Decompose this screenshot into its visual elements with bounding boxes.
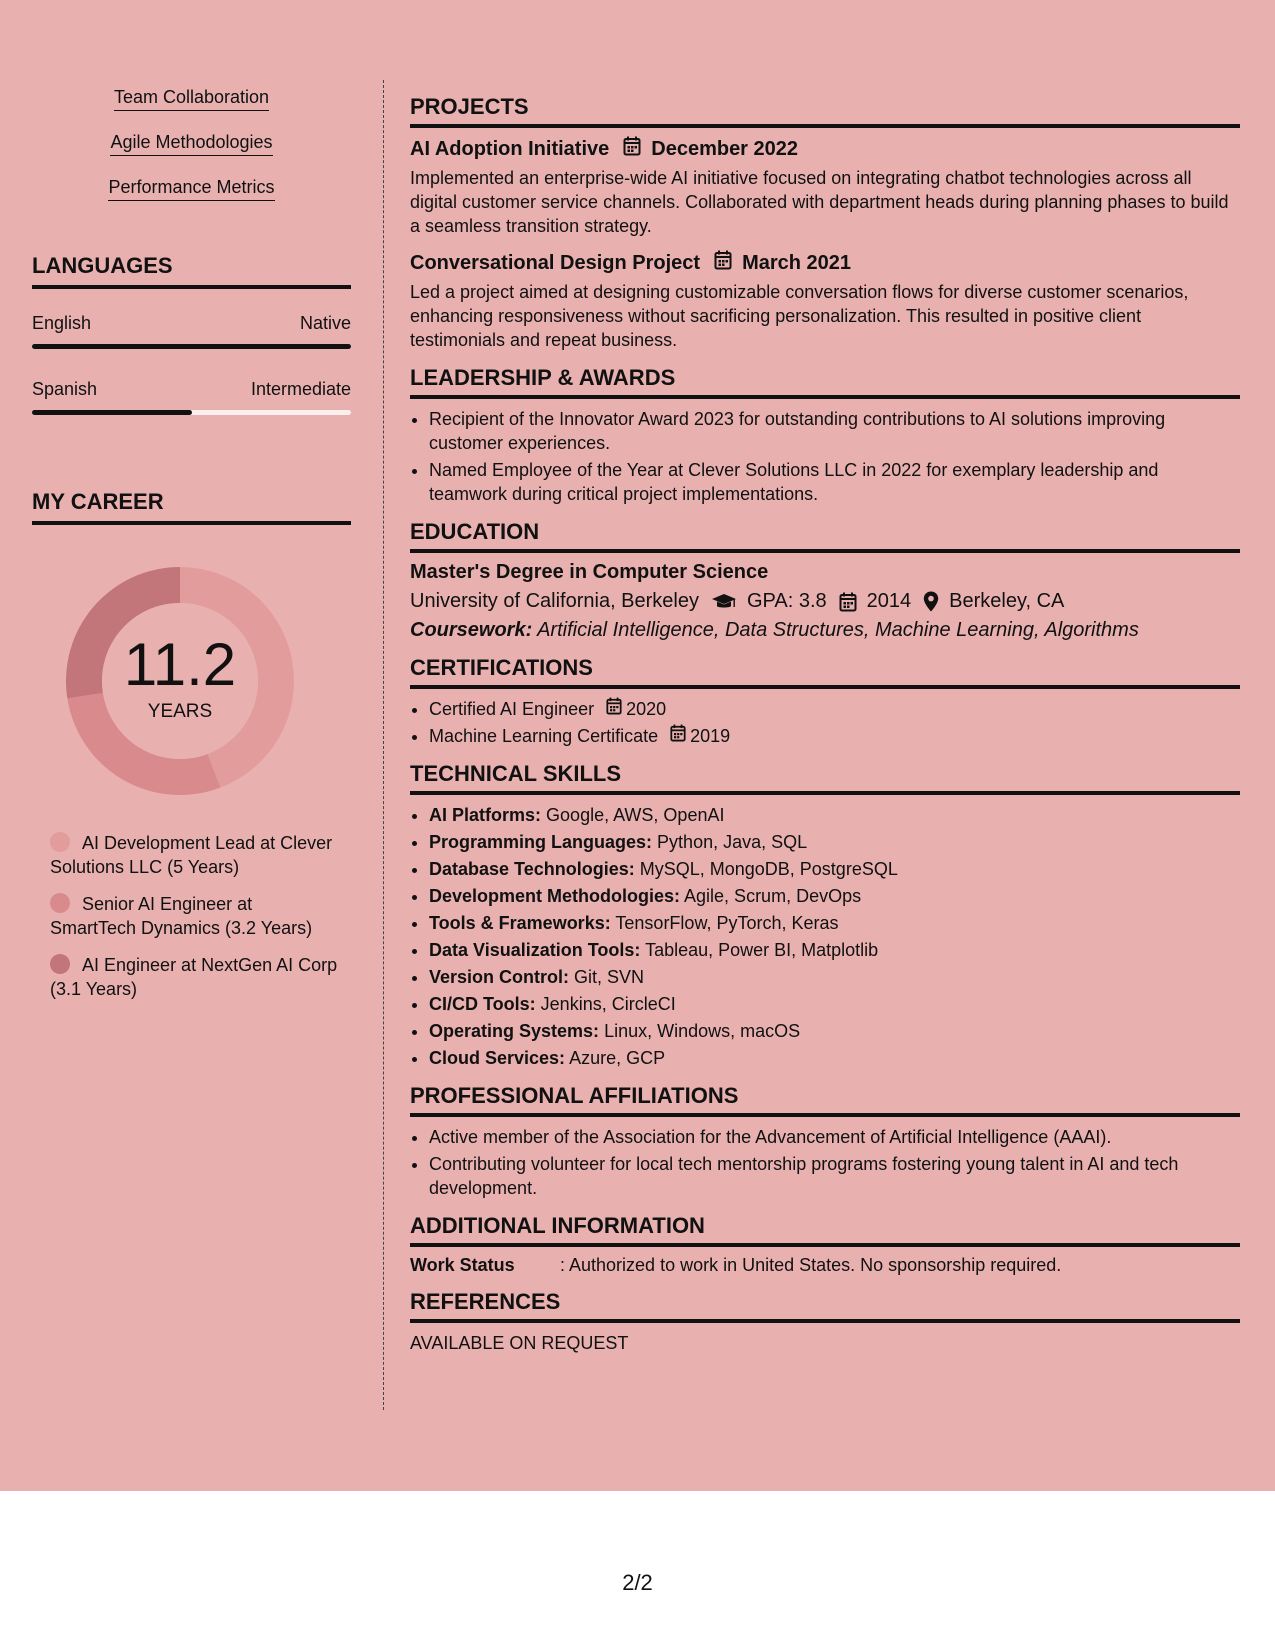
project-title-row [410,136,1240,162]
awards-section [410,365,1240,506]
language-level: Intermediate [250,379,351,399]
career-legend-text: AI Engineer at NextGen AI Corp (3.1 Years) [50,955,338,999]
project-title: AI Adoption Initiative [410,137,610,160]
sidebar [32,84,351,1014]
certification-item [429,724,1240,748]
technical-skill-item [429,803,1240,827]
language-proficiency-fill [32,410,192,415]
skill-category: Operating Systems: [429,1021,600,1041]
legend-dot-icon [50,893,70,913]
projects-heading: PROJECTS [410,94,1240,128]
language-item [32,313,351,349]
education-location: Berkeley, CA [949,590,1065,612]
language-item [32,379,351,415]
skill-category: Programming Languages: [429,832,653,852]
main-content [410,94,1240,1367]
language-name: English [32,313,92,333]
certification-year: 2019 [690,726,731,746]
skill-values: Tableau, Power BI, Matplotlib [645,940,879,960]
skill-values: Azure, GCP [569,1048,666,1068]
affiliation-item: • Active member of the Association for the Advancement of Artificial Intelligence (AAAI). [429,1125,1240,1149]
affiliations-section [410,1083,1240,1200]
references-heading: REFERENCES [410,1289,1240,1323]
career-legend-text: Senior AI Engineer at SmartTech Dynamics (3.2 Years) [50,894,313,938]
certifications-section [410,655,1240,748]
career-legend-item [50,892,340,940]
technical-skill-item [429,857,1240,881]
references-text: AVAILABLE ON REQUEST [410,1333,629,1353]
career-years-unit: YEARS [147,701,213,722]
certification-name: • Machine Learning Certificate [429,726,659,746]
additional-info-section [410,1213,1240,1276]
coursework-list: Artificial Intelligence, Data Structures, Machine Learning, Algorithms [537,619,1139,641]
project-description: Led a project aimed at designing customizable conversation flows for diverse customer scenarios, enhancing responsiveness without sacrificing personalization. This resulted in positive client testimonials and repeat business. [410,282,1189,350]
education-degree: Master's Degree in Computer Science [410,561,769,583]
references-section [410,1289,1240,1354]
project-description: Implemented an enterprise-wide AI initiative focused on integrating chatbot technologies across all digital customer service channels. Collaborated with department heads during planning phases to build a seamless transition strategy. [410,168,1229,236]
technical-skill-item [429,911,1240,935]
certification-item [429,697,1240,721]
technical-skills-heading: TECHNICAL SKILLS [410,761,1240,795]
technical-skill-item [429,965,1240,989]
project-title: Conversational Design Project [410,251,701,274]
skill-values: Jenkins, CircleCI [540,994,676,1014]
career-donut-chart [66,567,294,795]
career-legend [50,831,351,1001]
skill-values: Python, Java, SQL [657,832,808,852]
language-proficiency-fill [32,344,351,349]
technical-skills-list [410,803,1240,1070]
career-total-years: 11.2 [123,631,237,698]
technical-skill-item [429,1046,1240,1070]
skill-values: TensorFlow, PyTorch, Keras [615,913,839,933]
work-status-row [410,1255,1240,1276]
skill-category: Database Technologies: [429,859,635,879]
skill-values: Google, AWS, OpenAI [546,805,725,825]
project-date: December 2022 [651,137,799,160]
skill-tag: Team Collaboration [114,87,269,111]
affiliations-heading: PROFESSIONAL AFFILIATIONS [410,1083,1240,1117]
technical-skill-item [429,938,1240,962]
location-pin-icon [923,591,939,612]
affiliation-item: • Contributing volunteer for local tech mentorship programs fostering young talent in AI and tech development. [429,1152,1240,1200]
education-section [410,519,1240,642]
skill-category: CI/CD Tools: [429,994,536,1014]
certification-year: 2020 [626,699,667,719]
additional-info-heading: ADDITIONAL INFORMATION [410,1213,1240,1247]
certifications-heading: CERTIFICATIONS [410,655,1240,689]
education-school: University of California, Berkeley [410,590,699,612]
technical-skills-section [410,761,1240,1070]
skill-values: Agile, Scrum, DevOps [684,886,862,906]
skill-category: AI Platforms: [429,805,542,825]
education-year: 2014 [866,590,912,612]
graduation-cap-icon [711,593,737,611]
career-legend-item [50,953,340,1001]
work-status-label: Work Status [410,1255,515,1275]
award-item: • Recipient of the Innovator Award 2023 for outstanding contributions to AI solutions improving customer experiences. [429,407,1240,455]
career-heading: MY CAREER [32,489,351,525]
language-proficiency-bar [32,344,351,349]
career-legend-text: AI Development Lead at Clever Solutions LLC (5 Years) [50,833,333,877]
project-title-row [410,250,1240,276]
awards-heading: LEADERSHIP & AWARDS [410,365,1240,399]
career-legend-item [50,831,340,879]
education-heading: EDUCATION [410,519,1240,553]
work-status-value: : Authorized to work in United States. No sponsorship required. [560,1255,1062,1275]
skill-tag: Agile Methodologies [110,132,272,156]
language-name: Spanish [32,379,98,399]
calendar-icon [623,136,641,162]
calendar-icon [670,724,686,748]
project-date: March 2021 [742,251,852,274]
skill-values: Git, SVN [574,967,645,987]
education-details [410,590,1240,613]
technical-skill-item [429,830,1240,854]
skill-category: Tools & Frameworks: [429,913,611,933]
calendar-icon [839,592,857,612]
page-number: 2/2 [622,1570,653,1595]
skill-tags [32,84,351,219]
calendar-icon [714,250,732,276]
legend-dot-icon [50,954,70,974]
projects-section [410,94,1240,352]
education-gpa: GPA: 3.8 [747,590,827,612]
skill-category: Data Visualization Tools: [429,940,641,960]
skill-category: Cloud Services: [429,1048,566,1068]
skill-values: MySQL, MongoDB, PostgreSQL [639,859,898,879]
technical-skill-item [429,1019,1240,1043]
technical-skill-item [429,884,1240,908]
skill-category: Version Control: [429,967,570,987]
skill-tag: Performance Metrics [108,177,274,201]
coursework-label: Coursework: [410,619,533,641]
languages-heading: LANGUAGES [32,253,351,289]
award-item: • Named Employee of the Year at Clever Solutions LLC in 2022 for exemplary leadership and teamwork during critical project implementations. [429,458,1240,506]
calendar-icon [606,697,622,721]
certification-name: • Certified AI Engineer [429,699,595,719]
column-divider [383,80,384,1410]
language-proficiency-bar [32,410,351,415]
language-level: Native [299,313,351,333]
education-coursework [410,619,1240,642]
legend-dot-icon [50,832,70,852]
technical-skill-item [429,992,1240,1016]
skill-category: Development Methodologies: [429,886,681,906]
skill-values: Linux, Windows, macOS [604,1021,801,1041]
